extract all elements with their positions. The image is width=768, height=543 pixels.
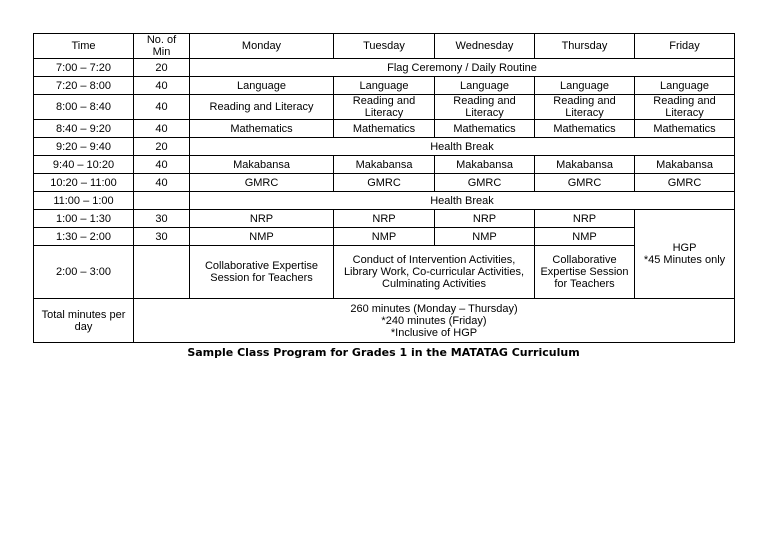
minutes-cell: 20 xyxy=(134,138,190,156)
tuesday-wednesday-cell: Conduct of Intervention Activities, Library Work, Co-curricular Activities, Culminating Activities xyxy=(334,246,535,299)
header-thursday: Thursday xyxy=(535,34,635,59)
header-wednesday: Wednesday xyxy=(435,34,535,59)
header-row xyxy=(34,34,735,59)
table-caption: Sample Class Program for Grades 1 in the MATATAG Curriculum xyxy=(187,346,580,359)
friday-cell: Reading and Literacy xyxy=(635,95,735,120)
time-cell: 7:00 – 7:20 xyxy=(34,59,134,77)
class-program-table xyxy=(33,33,735,343)
wednesday-cell: Mathematics xyxy=(435,120,535,138)
header-tuesday: Tuesday xyxy=(334,34,435,59)
header-minutes: No. of Min xyxy=(134,34,190,59)
monday-cell: Reading and Literacy xyxy=(190,95,334,120)
table-row xyxy=(34,210,735,228)
header-friday: Friday xyxy=(635,34,735,59)
time-cell: 11:00 – 1:00 xyxy=(34,192,134,210)
minutes-cell: 30 xyxy=(134,210,190,228)
monday-cell: Makabansa xyxy=(190,156,334,174)
tuesday-cell: NMP xyxy=(334,228,435,246)
tuesday-cell: Makabansa xyxy=(334,156,435,174)
table-row xyxy=(34,192,735,210)
total-note: *Inclusive of HGP xyxy=(390,326,478,339)
time-cell: 8:00 – 8:40 xyxy=(34,95,134,120)
thursday-cell: NRP xyxy=(535,210,635,228)
friday-cell: GMRC xyxy=(635,174,735,192)
monday-cell: Language xyxy=(190,77,334,95)
total-row xyxy=(34,299,735,343)
total-mon-thu: 260 minutes (Monday – Thursday) xyxy=(350,302,518,315)
monday-cell: Mathematics xyxy=(190,120,334,138)
wednesday-cell: GMRC xyxy=(435,174,535,192)
tuesday-cell: Mathematics xyxy=(334,120,435,138)
minutes-cell: 40 xyxy=(134,156,190,174)
header-monday: Monday xyxy=(190,34,334,59)
time-cell: 2:00 – 3:00 xyxy=(34,246,134,299)
time-cell: 10:20 – 11:00 xyxy=(34,174,134,192)
minutes-cell: 40 xyxy=(134,174,190,192)
friday-hgp-label: HGP xyxy=(672,242,697,254)
minutes-cell: 20 xyxy=(134,59,190,77)
friday-cell: Makabansa xyxy=(635,156,735,174)
minutes-cell xyxy=(134,246,190,299)
merged-activity-cell: Flag Ceremony / Daily Routine xyxy=(190,59,735,77)
friday-cell: Language xyxy=(635,77,735,95)
table-row xyxy=(34,228,735,246)
time-cell: 8:40 – 9:20 xyxy=(34,120,134,138)
table-row xyxy=(34,120,735,138)
table-row xyxy=(34,95,735,120)
monday-cell: Collaborative Expertise Session for Teachers xyxy=(190,246,334,299)
tuesday-cell: Language xyxy=(334,77,435,95)
thursday-cell: GMRC xyxy=(535,174,635,192)
time-cell: 9:20 – 9:40 xyxy=(34,138,134,156)
thursday-cell: Mathematics xyxy=(535,120,635,138)
time-cell: 1:00 – 1:30 xyxy=(34,210,134,228)
total-label: Total minutes per day xyxy=(34,299,134,343)
table-row xyxy=(34,59,735,77)
table-row xyxy=(34,138,735,156)
friday-hgp-note: *45 Minutes only xyxy=(643,254,726,266)
header-time: Time xyxy=(34,34,134,59)
minutes-cell: 40 xyxy=(134,77,190,95)
thursday-cell: Collaborative Expertise Session for Teachers xyxy=(535,246,635,299)
table-row xyxy=(34,174,735,192)
tuesday-cell: NRP xyxy=(334,210,435,228)
monday-cell: NRP xyxy=(190,210,334,228)
wednesday-cell: Makabansa xyxy=(435,156,535,174)
time-cell: 9:40 – 10:20 xyxy=(34,156,134,174)
time-cell: 7:20 – 8:00 xyxy=(34,77,134,95)
wednesday-cell: Reading and Literacy xyxy=(435,95,535,120)
minutes-cell: 40 xyxy=(134,120,190,138)
thursday-cell: Makabansa xyxy=(535,156,635,174)
merged-activity-cell: Health Break xyxy=(190,192,735,210)
minutes-cell: 40 xyxy=(134,95,190,120)
thursday-cell: Language xyxy=(535,77,635,95)
total-friday: *240 minutes (Friday) xyxy=(381,314,487,327)
thursday-cell: NMP xyxy=(535,228,635,246)
tuesday-cell: GMRC xyxy=(334,174,435,192)
table-row xyxy=(34,156,735,174)
table-row xyxy=(34,246,735,299)
monday-cell: NMP xyxy=(190,228,334,246)
wednesday-cell: Language xyxy=(435,77,535,95)
wednesday-cell: NMP xyxy=(435,228,535,246)
minutes-cell xyxy=(134,192,190,210)
friday-afternoon-cell xyxy=(635,210,735,299)
monday-cell: GMRC xyxy=(190,174,334,192)
friday-cell: Mathematics xyxy=(635,120,735,138)
tuesday-cell: Reading and Literacy xyxy=(334,95,435,120)
wednesday-cell: NRP xyxy=(435,210,535,228)
table-row xyxy=(34,77,735,95)
thursday-cell: Reading and Literacy xyxy=(535,95,635,120)
total-value-cell xyxy=(134,299,735,343)
time-cell: 1:30 – 2:00 xyxy=(34,228,134,246)
merged-activity-cell: Health Break xyxy=(190,138,735,156)
minutes-cell: 30 xyxy=(134,228,190,246)
